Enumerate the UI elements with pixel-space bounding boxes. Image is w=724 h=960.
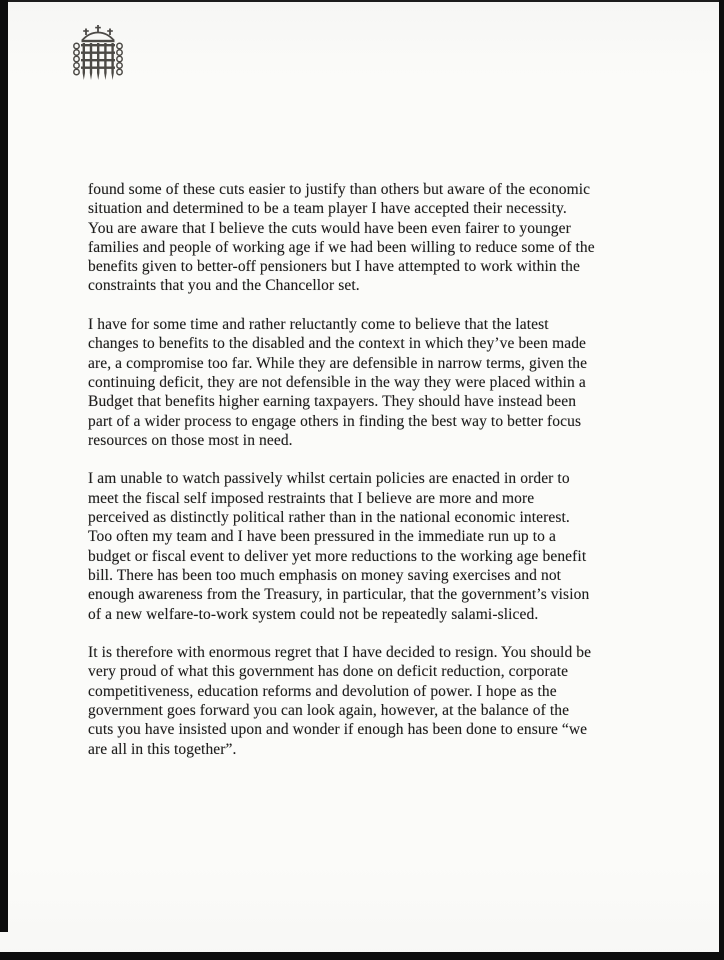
letter-line: constraints that you and the Chancellor set. <box>88 277 360 295</box>
letter-line: Too often my team and I have been pressured in the immediate run up to a <box>88 528 556 546</box>
letter-line: bill. There has been too much emphasis on money saving exercises and not <box>88 566 562 584</box>
letter-line: perceived as distinctly political rather than in the national economic interest. <box>88 509 570 527</box>
letter-line: government goes forward you can look again, however, at the balance of the <box>88 702 570 720</box>
scan-border-top <box>0 0 724 2</box>
letter-line: are all in this together”. <box>88 740 237 758</box>
letter-line: I am unable to watch passively whilst certain policies are enacted in order to <box>88 470 570 488</box>
letter-line: changes to benefits to the disabled and the context in which they’ve been made <box>88 335 587 353</box>
letter-line: found some of these cuts easier to justify than others but aware of the economic <box>88 181 591 198</box>
letter-line: budget or fiscal event to deliver yet more reductions to the working age benefit <box>88 547 587 565</box>
scan-border-left <box>0 0 8 932</box>
letter-paragraph <box>88 315 668 450</box>
letter-line: competitiveness, education reforms and devolution of power. I hope as the <box>88 682 557 700</box>
letter-body <box>88 180 668 759</box>
letter-line: It is therefore with enormous regret that I have decided to resign. You should be <box>88 644 592 662</box>
letter-line: resources on those most in need. <box>88 431 293 449</box>
letter-line: Budget that benefits higher earning taxpayers. They should have instead been <box>88 393 577 411</box>
letter-line: are, a compromise too far. While they are defensible in narrow terms, given the <box>88 354 588 372</box>
letter-line: of a new welfare-to-work system could not be repeatedly salami-sliced. <box>88 605 539 623</box>
letter-line: meet the fiscal self imposed restraints that I believe are more and more <box>88 489 535 507</box>
letter-paragraph <box>88 643 668 759</box>
letter-line: situation and determined to be a team player I have accepted their necessity. <box>88 200 567 218</box>
letter-line: cuts you have insisted upon and wonder if enough has been done to ensure “we <box>88 721 588 739</box>
letter-line: enough awareness from the Treasury, in particular, that the government’s vision <box>88 586 590 604</box>
letter-line: I have for some time and rather reluctantly come to believe that the latest <box>88 316 549 334</box>
letter-paragraph <box>88 469 668 623</box>
letter-paragraph <box>88 180 668 296</box>
crowned-portcullis-icon <box>70 24 126 88</box>
scan-border-right <box>719 0 724 960</box>
letter-line: very proud of what this government has done on deficit reduction, corporate <box>88 663 569 681</box>
letter-line: You are aware that I believe the cuts would have been even fairer to younger <box>88 219 571 237</box>
letter-line: benefits given to better-off pensioners but I have attempted to work within the <box>88 258 580 276</box>
letter-line: part of a wider process to engage others in finding the best way to better focus <box>88 412 582 430</box>
scan-border-bottom <box>0 952 724 960</box>
letter-line: families and people of working age if we had been willing to reduce some of the <box>88 238 595 256</box>
letter-line: continuing deficit, they are not defensible in the way they were placed within a <box>88 373 586 391</box>
